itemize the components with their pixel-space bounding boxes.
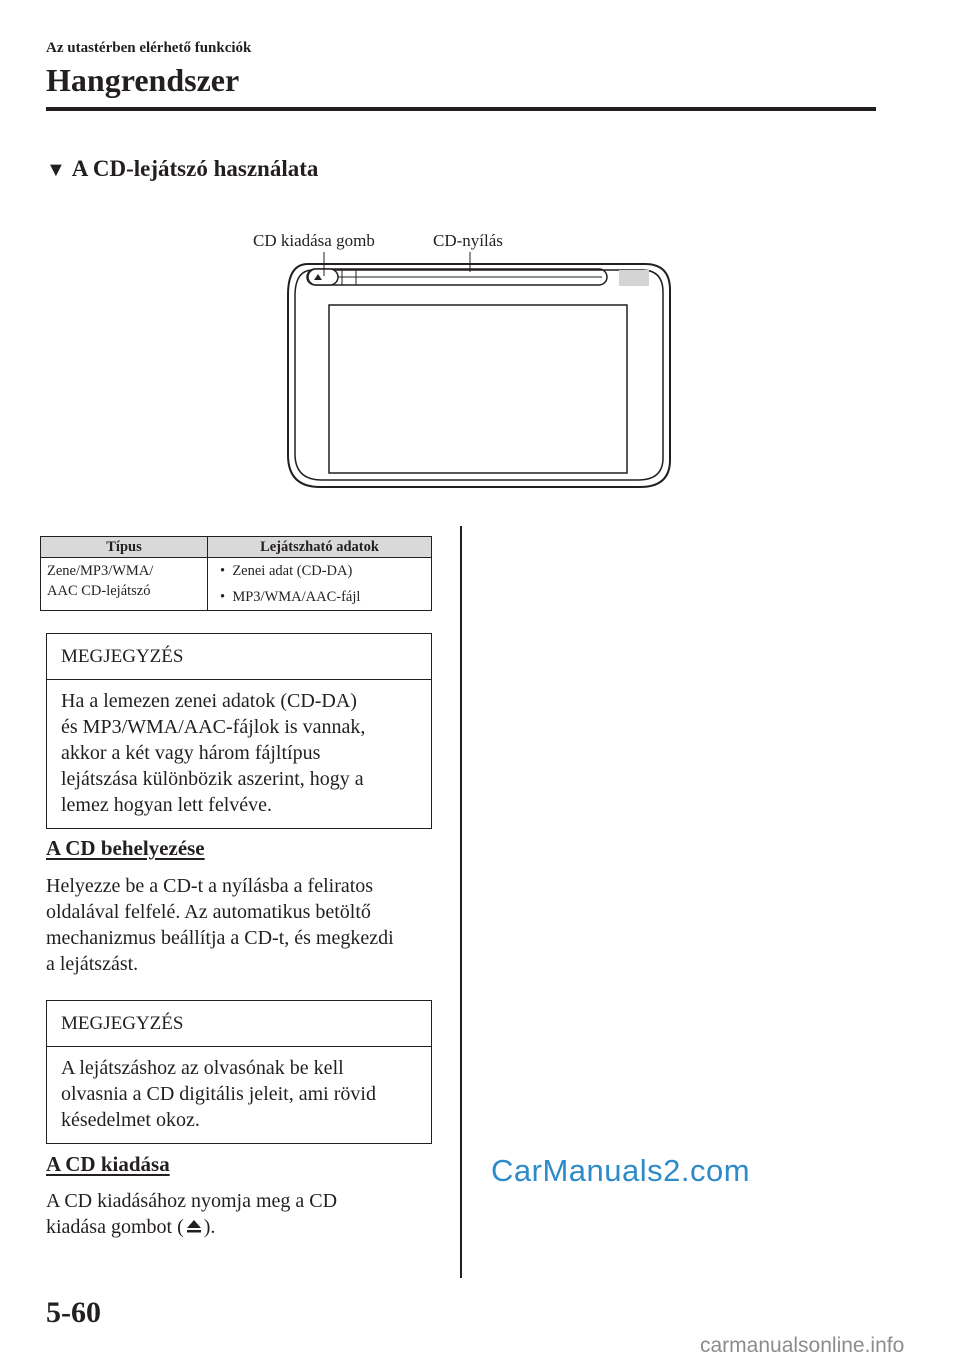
note-box-2 xyxy=(46,1000,432,1144)
bullet-icon: • xyxy=(220,589,226,605)
type-cell xyxy=(41,558,208,611)
section-heading-text: A CD-lejátszó használata xyxy=(71,156,319,181)
table-row xyxy=(41,558,432,611)
col-header-data: Lejátszható adatok xyxy=(208,537,432,558)
bullet-icon: • xyxy=(220,563,226,579)
eject-icon xyxy=(184,1216,204,1236)
insert-paragraph: Helyezze be a CD-t a nyílásba a feliratos oldalával felfelé. Az automatikus betöltő mechanizmus beállítja a CD-t, és megkezdi a lejátszást. xyxy=(46,875,394,975)
list-item: • Zenei adat (CD-DA) xyxy=(220,563,353,579)
footer-site: carmanualsonline.info xyxy=(700,1334,905,1357)
page-title: Hangrendszer xyxy=(46,62,240,98)
cd-player-diagram xyxy=(280,250,680,500)
label-cd-slot: CD-nyílás xyxy=(433,231,503,250)
label-eject-button: CD kiadása gomb xyxy=(253,231,375,250)
note-body: Ha a lemezen zenei adatok (CD-DA) és MP3/WMA/AAC-fájlok is vannak, akkor a két vagy három fájltípus lejátszása különbözik aszerint, hogy a lemez hogyan lett felvéve. xyxy=(61,690,366,816)
type-line: Zene/MP3/WMA/ xyxy=(47,563,154,579)
eject-heading: A CD kiadása xyxy=(46,1152,170,1176)
title-rule xyxy=(46,107,876,111)
side-panel xyxy=(619,270,649,286)
eject-button xyxy=(308,269,338,285)
note-body: A lejátszáshoz az olvasónak be kell olvasnia a CD digitális jeleit, ami rövid késedelmet okoz. xyxy=(61,1057,376,1131)
section-heading xyxy=(46,156,318,182)
note-box-1 xyxy=(46,633,432,829)
watermark-logo: CarManuals2.com xyxy=(491,1153,751,1188)
display-screen xyxy=(329,305,627,473)
page-number: 5-60 xyxy=(46,1296,101,1329)
triangle-down-icon: ▼ xyxy=(46,159,66,181)
column-divider xyxy=(460,526,462,1278)
list-item: • MP3/WMA/AAC-fájl xyxy=(220,589,361,605)
breadcrumb: Az utastérben elérhető funkciók xyxy=(46,40,252,56)
col-header-type: Típus xyxy=(41,537,208,558)
playable-data-table xyxy=(40,536,432,611)
type-line: AAC CD-lejátszó xyxy=(47,583,151,599)
note-heading: MEGJEGYZÉS xyxy=(47,1001,431,1047)
data-cell xyxy=(208,558,432,611)
note-heading: MEGJEGYZÉS xyxy=(47,634,431,680)
insert-heading: A CD behelyezése xyxy=(46,836,205,860)
eject-paragraph: A CD kiadásához nyomja meg a CD kiadása gombot ( ). xyxy=(46,1190,338,1238)
